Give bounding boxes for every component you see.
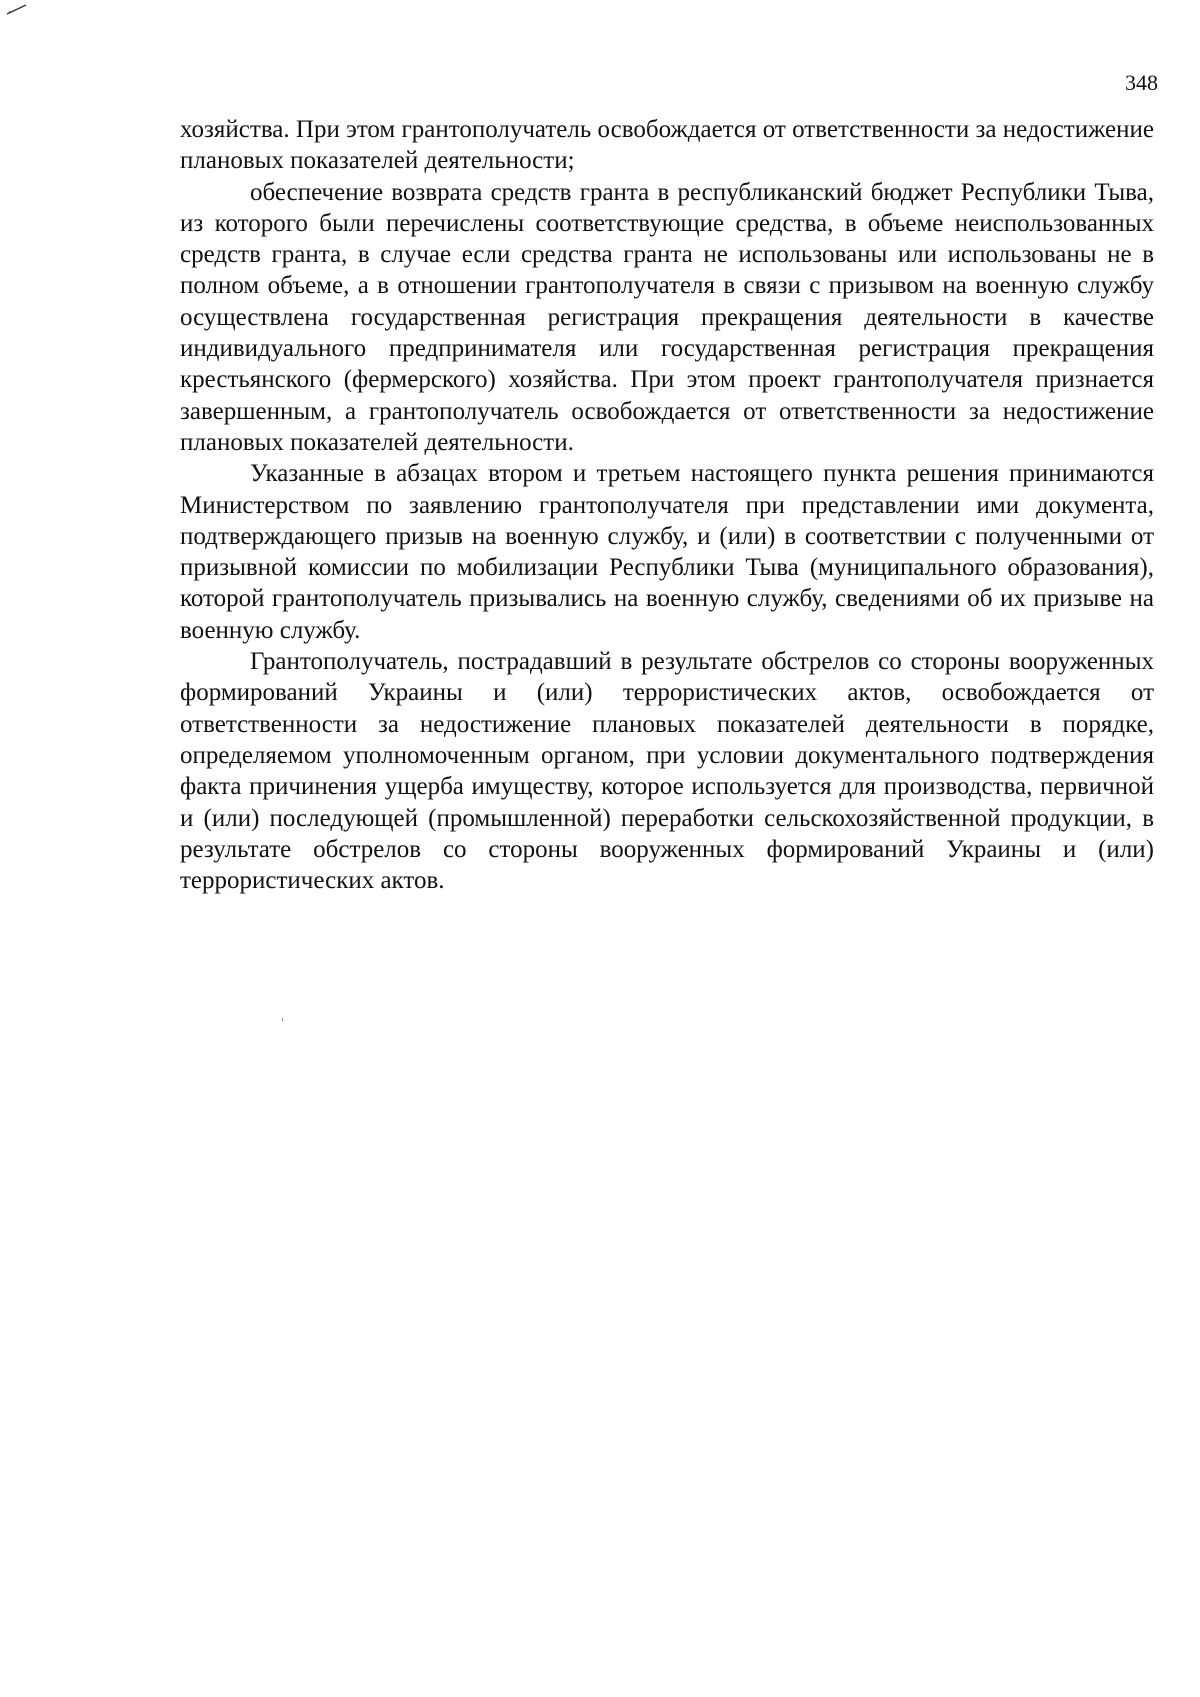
- paragraph-2: обеспечение возврата средств гранта в республиканский бюджет Республики Тыва, из которого были перечислены соответствующие средства, в объеме неиспользованных средств гранта, в случае если средства гранта не использованы или использованы не в полном объеме, а в отношении грантополучателя в связи с призывом на военную службу осуществлена государственная регистрация прекращения деятельности в качестве индивидуального предпринимателя или государственная регистрация прекращения крестьянского (фермерского) хозяйства. При этом проект грантополучателя признается завершенным, а грантополучатель освобождается от ответственности за недостижение плановых показателей деятельности.: [180, 178, 1154, 456]
- paragraph-4: Грантополучатель, пострадавший в результате обстрелов со стороны вооруженных формирований Украины и (или) террористических актов, освобождается от ответственности за недостижение плановых показателей деятельности в порядке, определяемом уполномоченным органом, при условии документального подтверждения факта причинения ущерба имуществу, которое используется для производства, первичной и (или) последующей (промышленной) переработки сельскохозяйственной продукции, в результате обстрелов со стороны вооруженных формирований Украины и (или) террористических актов.: [180, 648, 1154, 895]
- body-text: [180, 114, 1154, 896]
- paragraph-3: Указанные в абзацах втором и третьем настоящего пункта решения принимаются Министерством по заявлению грантополучателя при представлении ими документа, подтверждающего призыв на военную службу, и (или) в соответствии с полученными от призывной комиссии по мобилизации Республики Тыва (муниципального образования), которой грантополучатель призывались на военную службу, сведениями об их призыве на военную службу.: [180, 460, 1154, 644]
- paragraph-1: хозяйства. При этом грантополучатель освобождается от ответственности за недостижение плановых показателей деятельности;: [180, 116, 1154, 175]
- page-number: 348: [1125, 70, 1158, 95]
- scan-speck: [282, 1018, 283, 1021]
- scan-mark: [6, 2, 28, 16]
